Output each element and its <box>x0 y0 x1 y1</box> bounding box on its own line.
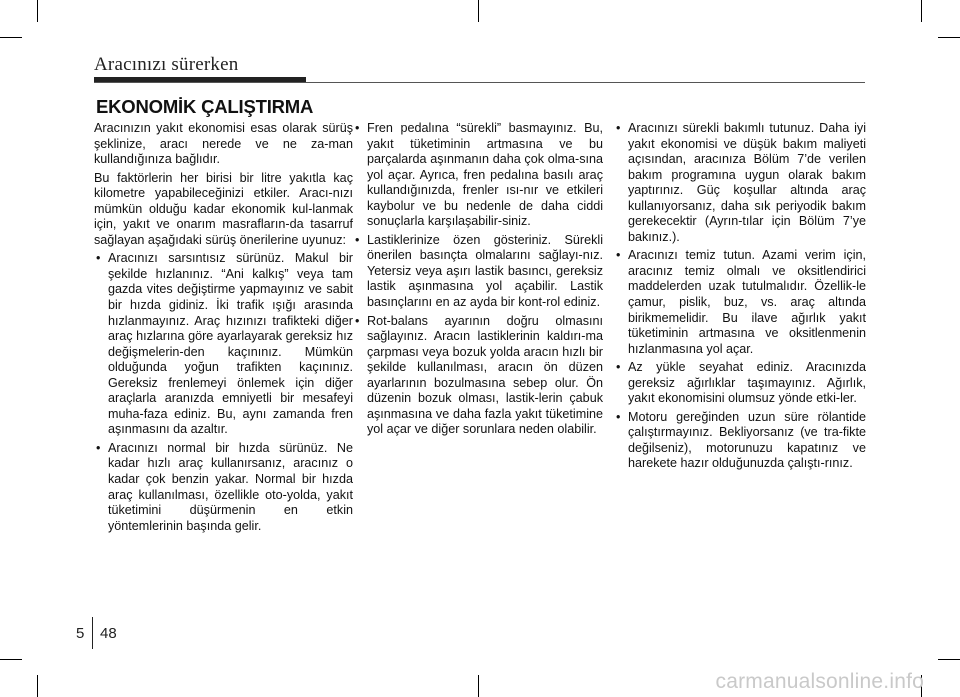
list-item <box>614 410 866 472</box>
list-item-text: Rot-balans ayarının doğru olmasını sağlayınız. Aracın lastiklerinin kaldırı-ma çarpması veya bozuk yolda aracın hızlı bir şekilde kullanılması, aracın ön düzen ayarlarının bozulmasına sebep olur. Ön düzenin bozuk olması, lastik-lerin çabuk aşınmasına ve daha fazla yakıt tüketimine yol açar ve diğer sorunlara neden olabilir. <box>367 313 603 437</box>
list-item <box>94 441 353 534</box>
list-item <box>614 360 866 407</box>
text-column-3 <box>614 121 866 475</box>
bullet-icon: • <box>355 313 360 328</box>
crop-mark <box>37 0 38 22</box>
list-item <box>353 314 603 438</box>
bullet-list <box>94 251 353 534</box>
bullet-icon: • <box>616 121 621 135</box>
bullet-list <box>353 121 603 438</box>
list-item-text: Aracınızı temiz tutun. Azami verim için, aracınız temiz olmalı ve oksitlendirici maddelerden uzak tutulmalıdır. Özellik-le çamur, pislik, buz, vs. araç altında birikmemelidir. Bu ilave ağırlık yakıt tüketiminin artmasına ve oksitlenmenin hızlanmasına yol açar. <box>628 248 866 356</box>
bullet-icon: • <box>616 409 621 424</box>
text-column-1 <box>94 121 353 537</box>
list-item-text: Motoru gereğinden uzun süre rölantide çalıştırmayınız. Bekliyorsanız (ve tra-fikte değilseniz), motorunuzu kapatınız ve harekete hazır olduğunuzda çalıştı-rınız. <box>628 409 866 471</box>
footer-divider <box>92 617 93 649</box>
crop-mark <box>938 37 960 38</box>
list-item-text: Aracınızı normal bir hızda sürünüz. Ne kadar hızlı araç kullanırsanız, aracınız o kadar çok benzin yakar. Normal bir hızda araç kullanılması, özellikle oto-yolda, yakıt tüketimini düşürmenin en etkin yöntemlerinin başında gelir. <box>108 440 353 533</box>
list-item <box>94 251 353 438</box>
list-item <box>353 233 603 311</box>
bullet-icon: • <box>616 248 621 263</box>
list-item <box>353 121 603 230</box>
bullet-icon: • <box>616 360 621 375</box>
crop-mark <box>921 0 922 22</box>
list-item-text: Aracınızı sürekli bakımlı tutunuz. Daha iyi yakıt ekonomisi ve düşük bakım maliyeti açısından, aracınıza Bölüm 7’de verilen bakım programına uygun olarak bakım yaptırınız. Güç koşullar altında araç kullanıyorsanız, daha sık periyodik bakım gerekecektir (Ayrın-tılar için Bölüm 7’ye bakınız.). <box>628 121 866 244</box>
chapter-number: 5 <box>76 625 85 642</box>
crop-mark <box>0 659 22 660</box>
running-header: Aracınızı sürerken <box>94 54 239 75</box>
bullet-icon: • <box>355 232 360 247</box>
bullet-list <box>614 121 866 472</box>
crop-mark <box>37 675 38 697</box>
watermark: carmanualsonline.info <box>715 670 924 693</box>
crop-mark <box>478 675 479 697</box>
text-column-2 <box>353 121 603 441</box>
list-item-text: Fren pedalına “sürekli” basmayınız. Bu, yakıt tüketiminin artmasına ve bu parçalarda aşınmanın daha çok olma-sına yol açar. Ayrıca, fren pedalına basılı araç kullandığınızda, frenler ısı-nır ve etkileri kaybolur ve bu nedenle de daha ciddi sonuçlarla karşılaşabilir-siniz. <box>367 121 603 229</box>
paragraph: Bu faktörlerin her birisi bir litre yakıtla kaç kilometre yapabileceğinizi etkiler. Aracı-nızı mümkün olduğu kadar ekonomik kul-lanmak için, yakıt ve onarım masrafların-da tasarruf sağlayan aşağıdaki sürüş önerilerine uyunuz: <box>94 170 353 247</box>
header-rule-thin <box>94 82 865 83</box>
list-item-text: Aracınızı sarsıntısız sürünüz. Makul bir şekilde hızlanınız. “Ani kalkış” veya tam gazda vites değiştirme yapmayınız ve sabit bir hızda gidiniz. İki trafik ışığı arasında hızlanmayınız. Araç hızınızı trafikteki diğer araç hızlarına göre ayarlayarak gereksiz hız değişmelerin-den kaçınınız. Mümkün olduğunda yoğun trafikten kaçınınız. Gereksiz frenlemeyi önlemek için diğer araçlarla aranızda emniyetli bir mesafeyi muha-faza ediniz. Bu, aynı zamanda fren aşınmasını da azaltır. <box>108 251 353 437</box>
list-item <box>614 248 866 357</box>
section-title: EKONOMİK ÇALIŞTIRMA <box>96 96 314 117</box>
page-number: 48 <box>100 625 117 642</box>
bullet-icon: • <box>355 121 360 135</box>
list-item-text: Az yükle seyahat ediniz. Aracınızda gereksiz ağırlıklar taşımayınız. Ağırlık, yakıt ekonomisini olumsuz yönde etki-ler. <box>628 360 866 406</box>
crop-mark <box>478 0 479 22</box>
crop-mark <box>0 37 22 38</box>
bullet-icon: • <box>96 440 101 455</box>
paragraph: Aracınızın yakıt ekonomisi esas olarak sürüş şeklinize, aracı nerede ve ne za-man kullandığınıza bağlıdır. <box>94 121 353 167</box>
list-item-text: Lastiklerinize özen gösteriniz. Sürekli önerilen basınçta olmalarını sağlayı-nız. Yetersiz veya aşırı lastik basıncı, gereksiz lastik aşınmasına yol açabilir. Lastik basınçlarını en az ayda bir kont-rol ediniz. <box>367 232 603 310</box>
crop-mark <box>938 659 960 660</box>
list-item <box>614 121 866 245</box>
bullet-icon: • <box>96 251 101 266</box>
